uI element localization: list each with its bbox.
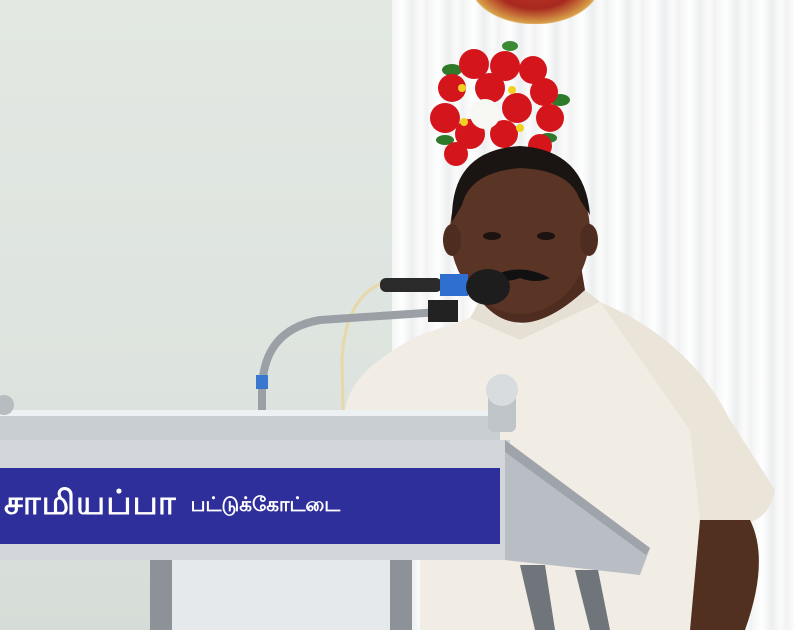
mic-cable [342,284,380,410]
banner-name: சாமியப்பா [4,483,177,523]
microphone-band [440,274,468,296]
gooseneck-ring [256,375,268,389]
podium-banner-text [0,470,504,540]
podium-lower-panel [172,560,390,630]
banner-place: பட்டுக்கோட்டை [190,491,341,516]
microphone-head [466,269,510,305]
microphone-body [380,278,442,292]
podium-leg-right [390,560,412,630]
podium-leg-left [150,560,172,630]
mic-clip [428,300,458,322]
podium-knob-right [486,374,518,406]
mic-gooseneck [262,312,440,412]
